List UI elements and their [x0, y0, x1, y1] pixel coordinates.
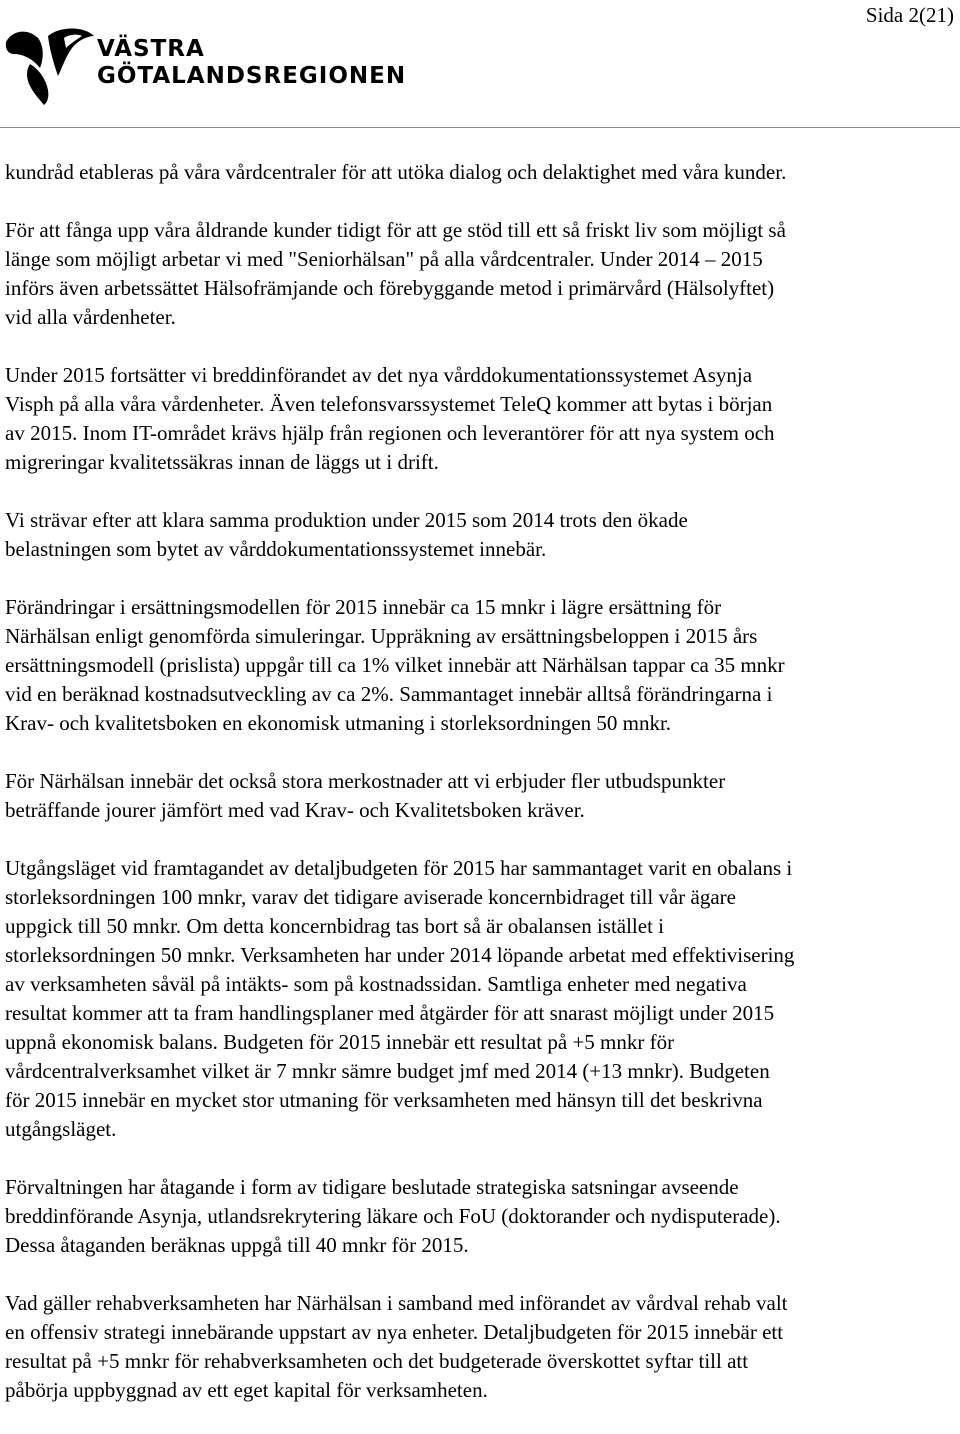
- text-line: länge som möjligt arbetar vi med "Seniorhälsan" på alla vårdcentraler. Under 2014 – 2015: [5, 247, 763, 271]
- page-number: Sida 2(21): [865, 3, 954, 27]
- text-line: belastningen som bytet av vårddokumentationssystemet innebär.: [5, 537, 547, 561]
- text-line: för 2015 innebär en mycket stor utmaning för verksamheten med hänsyn till det beskrivna: [5, 1088, 763, 1112]
- vgr-logo-mark-icon: [4, 24, 96, 106]
- text-line: storleksordningen 50 mnkr. Verksamheten har under 2014 löpande arbetat med effektivisering: [5, 943, 795, 967]
- text-line: storleksordningen 100 mnkr, varav det tidigare aviserade koncernbidraget till vår ägare: [5, 885, 736, 909]
- text-line: breddinförande Asynja, utlandsrekrytering läkare och FoU (doktorander och nydisputerade).: [5, 1204, 781, 1228]
- text-line: uppgick till 50 mnkr. Om detta koncernbidrag tas bort så är obalansen istället i: [5, 914, 665, 938]
- text-line: Krav- och kvalitetsboken en ekonomisk utmaning i storleksordningen 50 mnkr.: [5, 711, 672, 735]
- text-line: vårdcentralverksamhet vilket är 7 mnkr sämre budget jmf med 2014 (+13 mnkr). Budgeten: [5, 1059, 770, 1083]
- text-line: migreringar kvalitetssäkras innan de läggs ut i drift.: [5, 450, 439, 474]
- text-line: Dessa åtaganden beräknas uppgå till 40 mnkr för 2015.: [5, 1233, 469, 1257]
- text-line: ersättningsmodell (prislista) uppgår till ca 1% vilket innebär att Närhälsan tappar ca 35 mnkr: [5, 653, 785, 677]
- text-line: kundråd etableras på våra vårdcentraler för att utöka dialog och delaktighet med våra kunder.: [5, 160, 787, 184]
- text-line: en offensiv strategi innebärande uppstart av nya enheter. Detaljbudgeten för 2015 innebär ett: [5, 1320, 784, 1344]
- paragraph: [5, 216, 955, 332]
- header-divider: [0, 127, 960, 128]
- text-line: Vad gäller rehabverksamheten har Närhälsan i samband med införandet av vårdval rehab valt: [5, 1291, 788, 1315]
- text-line: Visph på alla våra vårdenheter. Även telefonsvarssystemet TeleQ kommer att bytas i början: [5, 392, 773, 416]
- document-body: [5, 158, 955, 1434]
- text-line: Under 2015 fortsätter vi breddinförandet av det nya vårddokumentationssystemet Asynja: [5, 363, 753, 387]
- logo-name-line-2: GÖTALANDSREGIONEN: [97, 63, 407, 89]
- paragraph: [5, 767, 955, 825]
- text-line: beträffande jourer jämfört med vad Krav- och Kvalitetsboken kräver.: [5, 798, 585, 822]
- text-line: resultat kommer att ta fram handlingsplaner med åtgärder för att snarast möjligt under 2015: [5, 1001, 775, 1025]
- text-line: För Närhälsan innebär det också stora merkostnader att vi erbjuder fler utbudspunkter: [5, 769, 726, 793]
- text-line: vid en beräknad kostnadsutveckling av ca 2%. Sammantaget innebär alltså förändringarna i: [5, 682, 773, 706]
- text-line: vid alla vårdenheter.: [5, 305, 176, 329]
- paragraph: [5, 854, 955, 1144]
- text-line: För att fånga upp våra åldrande kunder tidigt för att ge stöd till ett så friskt liv som möjligt så: [5, 218, 786, 242]
- paragraph: [5, 361, 955, 477]
- logo-name-line-1: VÄSTRA: [97, 36, 205, 62]
- text-line: Förändringar i ersättningsmodellen för 2015 innebär ca 15 mnkr i lägre ersättning för: [5, 595, 722, 619]
- paragraph: [5, 1289, 955, 1405]
- text-line: påbörja uppbyggnad av ett eget kapital för verksamheten.: [5, 1378, 488, 1402]
- paragraph: [5, 506, 955, 564]
- paragraph: [5, 593, 955, 738]
- text-line: Utgångsläget vid framtagandet av detaljbudgeten för 2015 har sammantaget varit en obalans i: [5, 856, 793, 880]
- text-line: Vi strävar efter att klara samma produktion under 2015 som 2014 trots den ökade: [5, 508, 688, 532]
- text-line: av verksamheten såväl på intäkts- som på kostnadssidan. Samtliga enheter med negativa: [5, 972, 747, 996]
- text-line: resultat på +5 mnkr för rehabverksamheten och det budgeterade överskottet syftar till att: [5, 1349, 749, 1373]
- text-line: Förvaltningen har åtagande i form av tidigare beslutade strategiska satsningar avseende: [5, 1175, 739, 1199]
- text-line: Närhälsan enligt genomförda simuleringar. Uppräkning av ersättningsbeloppen i 2015 års: [5, 624, 758, 648]
- vgr-logo: [4, 24, 407, 106]
- text-line: utgångsläget.: [5, 1117, 117, 1141]
- vgr-logo-text: [97, 36, 406, 90]
- text-line: införs även arbetssättet Hälsofrämjande och förebyggande metod i primärvård (Hälsolyftet): [5, 276, 775, 300]
- paragraph: [5, 1173, 955, 1260]
- text-line: av 2015. Inom IT-området krävs hjälp från regionen och leverantörer för att nya system och: [5, 421, 775, 445]
- paragraph: [5, 158, 955, 187]
- text-line: uppnå ekonomisk balans. Budgeten för 2015 innebär ett resultat på +5 mnkr för: [5, 1030, 675, 1054]
